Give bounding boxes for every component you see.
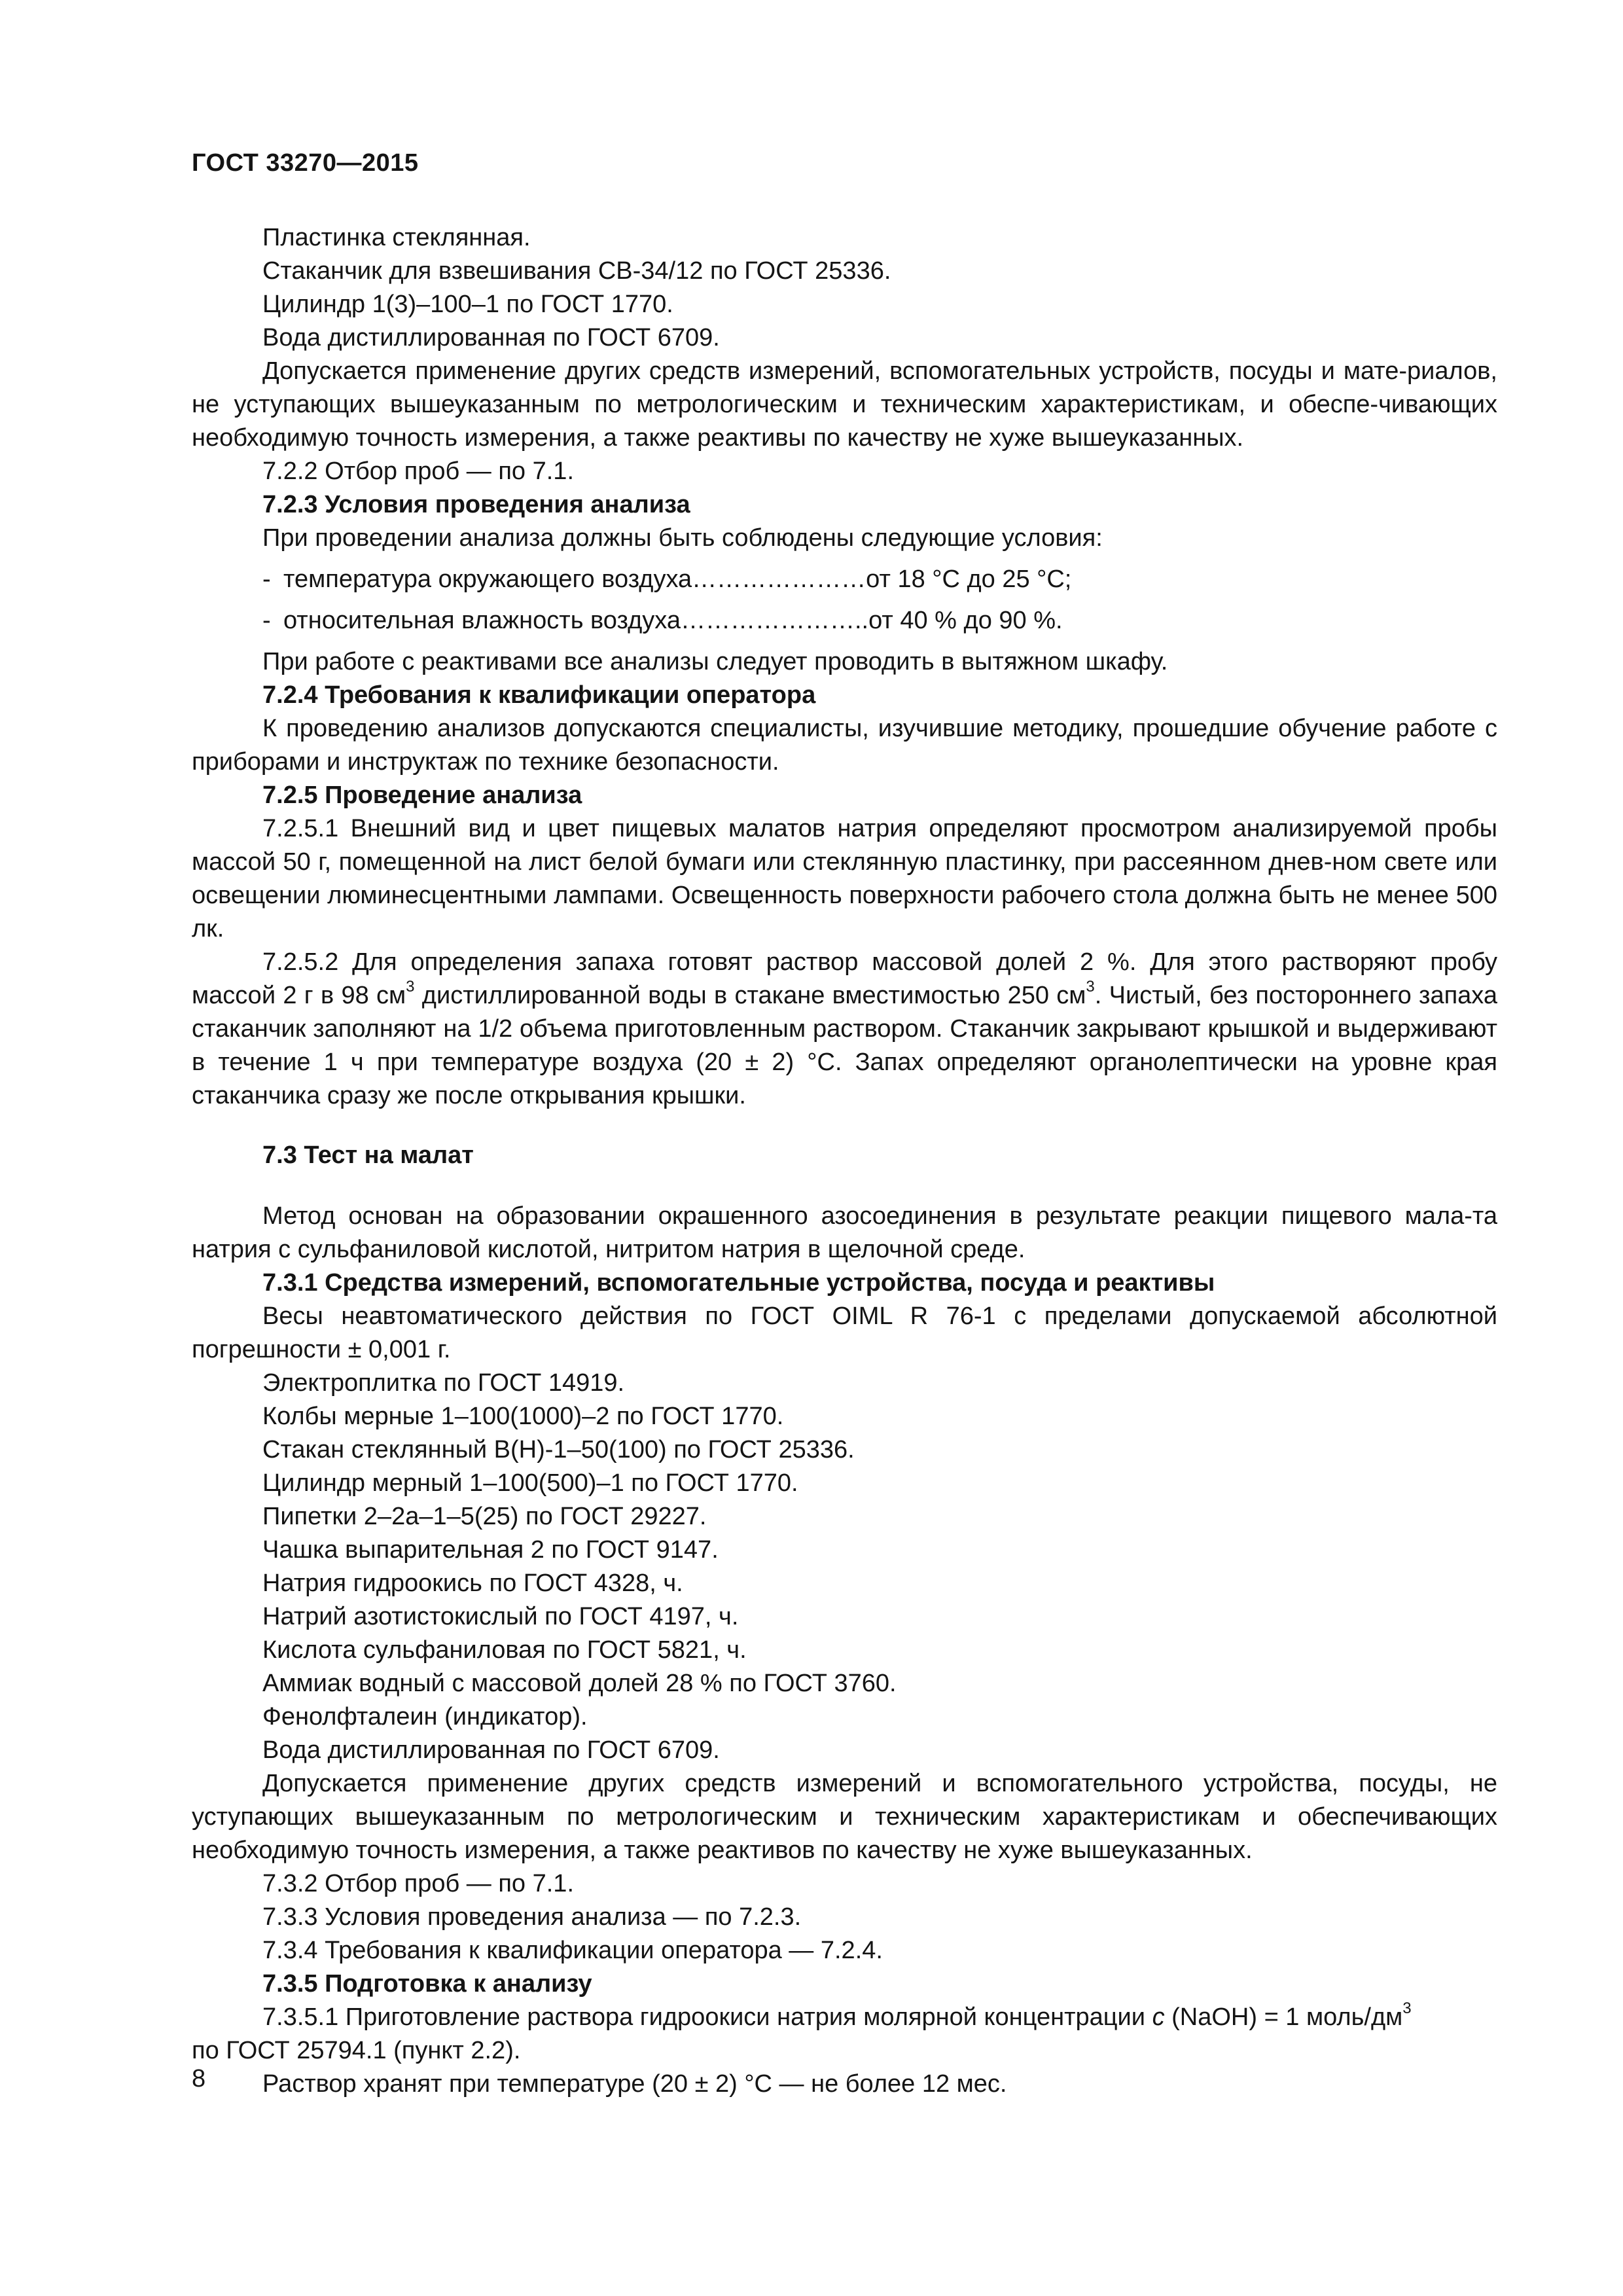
condition-item xyxy=(262,604,1497,637)
text-run: 7.2.5.2 Для определения запаха готовят раствор массовой долей 2 %. Для этого растворяют пробу массой 2 г в 98 см xyxy=(192,948,1497,1009)
section-heading: 7.3 Тест на малат xyxy=(262,1141,474,1169)
list-item: Фенолфталеин (индикатор). xyxy=(262,1703,588,1731)
dash-marker: - xyxy=(262,565,271,593)
superscript: 3 xyxy=(1086,978,1095,996)
condition-text: температура окружающего воздуха…………………от 18 °С до 25 °С; xyxy=(283,565,1072,593)
superscript: 3 xyxy=(406,978,415,996)
text-line: 7.2.2 Отбор проб — по 7.1. xyxy=(262,457,575,485)
text-line: При проведении анализа должны быть соблюдены следующие условия: xyxy=(262,524,1103,552)
list-item: Стакан стеклянный В(Н)-1–50(100) по ГОСТ 25336. xyxy=(262,1436,855,1463)
text-line xyxy=(192,2001,1497,2034)
section-heading: 7.2.4 Требования к квалификации оператора xyxy=(262,681,816,709)
text-run: дистиллированной воды в стакане вместимостью 250 см xyxy=(414,982,1086,1009)
text-line: При работе с реактивами все анализы следует проводить в вытяжном шкафу. xyxy=(262,648,1168,675)
list-item: Аммиак водный с массовой долей 28 % по ГОСТ 3760. xyxy=(262,1670,897,1697)
text-run: (NaOH) = 1 моль/дм xyxy=(1164,2003,1403,2031)
list-item: Вода дистиллированная по ГОСТ 6709. xyxy=(262,1736,720,1764)
text-line: Стаканчик для взвешивания СВ-34/12 по ГОСТ 25336. xyxy=(262,257,891,285)
superscript: 3 xyxy=(1402,2000,1412,2018)
paragraph: К проведению анализов допускаются специалисты, изучившие методику, прошедшие обучение работе с приборами и инструктаж по технике безопасности. xyxy=(192,715,1497,776)
page-body xyxy=(192,221,1497,2101)
paragraph: Допускается применение других средств измерений, вспомогательных устройств, посуды и мате-риалов, не уступающих вышеуказанным по метрологическим и техническим характеристикам, и обеспе-чивающих необходимую точность измерения, а также реактивы по качеству не хуже вышеуказанных. xyxy=(192,357,1497,452)
text-line: Пластинка стеклянная. xyxy=(262,224,531,251)
section-heading: 7.3.5 Подготовка к анализу xyxy=(262,1970,592,1998)
paragraph: 7.2.5.1 Внешний вид и цвет пищевых малатов натрия определяют просмотром анализируемой пробы массой 50 г, помещенной на лист белой бумаги или стеклянную пластинку, при рассеянном днев-ном свете или освещении люминесцентными лампами. Освещенность поверхности рабочего стола должна быть не менее 500 лк. xyxy=(192,815,1497,942)
condition-text: относительная влажность воздуха…………………..от 40 % до 90 %. xyxy=(283,607,1063,634)
list-item: Цилиндр мерный 1–100(500)–1 по ГОСТ 1770. xyxy=(262,1469,798,1497)
list-item: Натрий азотистокислый по ГОСТ 4197, ч. xyxy=(262,1603,739,1630)
text-line: Цилиндр 1(3)–100–1 по ГОСТ 1770. xyxy=(262,291,673,318)
section-heading: 7.2.5 Проведение анализа xyxy=(262,781,582,809)
list-item: Колбы мерные 1–100(1000)–2 по ГОСТ 1770. xyxy=(262,1403,784,1430)
section-heading: 7.3.1 Средства измерений, вспомогательные устройства, посуда и реактивы xyxy=(262,1269,1215,1297)
list-item: Чашка выпарительная 2 по ГОСТ 9147. xyxy=(262,1536,719,1564)
list-item: Кислота сульфаниловая по ГОСТ 5821, ч. xyxy=(262,1636,747,1664)
text-line: 7.3.3 Условия проведения анализа — по 7.2.3. xyxy=(262,1903,802,1931)
text-line: 7.3.4 Требования к квалификации оператора — 7.2.4. xyxy=(262,1937,883,1964)
section-heading: 7.2.3 Условия проведения анализа xyxy=(262,491,690,518)
paragraph xyxy=(192,946,1497,1113)
condition-item xyxy=(262,563,1497,596)
list-item: Электроплитка по ГОСТ 14919. xyxy=(262,1369,625,1397)
paragraph: Весы неавтоматического действия по ГОСТ OIML R 76-1 с пределами допускаемой абсолютной погрешности ± 0,001 г. xyxy=(192,1302,1497,1363)
paragraph: Метод основан на образовании окрашенного азосоединения в результате реакции пищевого мала-та натрия с сульфаниловой кислотой, нитритом натрия в щелочной среде. xyxy=(192,1202,1497,1263)
dash-marker: - xyxy=(262,607,271,634)
text-line: Вода дистиллированная по ГОСТ 6709. xyxy=(262,324,720,351)
text-line: 7.3.2 Отбор проб — по 7.1. xyxy=(262,1870,575,1897)
paragraph: Допускается применение других средств измерений и вспомогательного устройства, посуды, не уступающих вышеуказанным по метрологическим и техническим характеристикам и обеспечивающих необходимую точность измерения, а также реактивов по качеству не хуже вышеуказанных. xyxy=(192,1770,1497,1864)
text-run: . Чистый, без постороннего запаха стаканчик заполняют на 1/2 объема приготовленным раствором. Стаканчик закрывают крышкой и выдерживают в течение 1 ч при температуре воздуха (20 ± 2) °С. Запах определяют органолептически на уровне края стаканчика сразу же после открывания крышки. xyxy=(192,982,1497,1109)
list-item: Пипетки 2–2а–1–5(25) по ГОСТ 29227. xyxy=(262,1503,707,1530)
text-line: по ГОСТ 25794.1 (пункт 2.2). xyxy=(192,2037,521,2064)
italic-symbol: с xyxy=(1152,2003,1165,2031)
text-line: Раствор хранят при температуре (20 ± 2) °С — не более 12 мес. xyxy=(262,2070,1007,2098)
page-number: 8 xyxy=(192,2065,206,2092)
list-item: Натрия гидроокись по ГОСТ 4328, ч. xyxy=(262,1570,683,1597)
document-header: ГОСТ 33270—2015 xyxy=(192,149,419,177)
text-run: 7.3.5.1 Приготовление раствора гидроокиси натрия молярной концентрации xyxy=(262,2003,1152,2031)
